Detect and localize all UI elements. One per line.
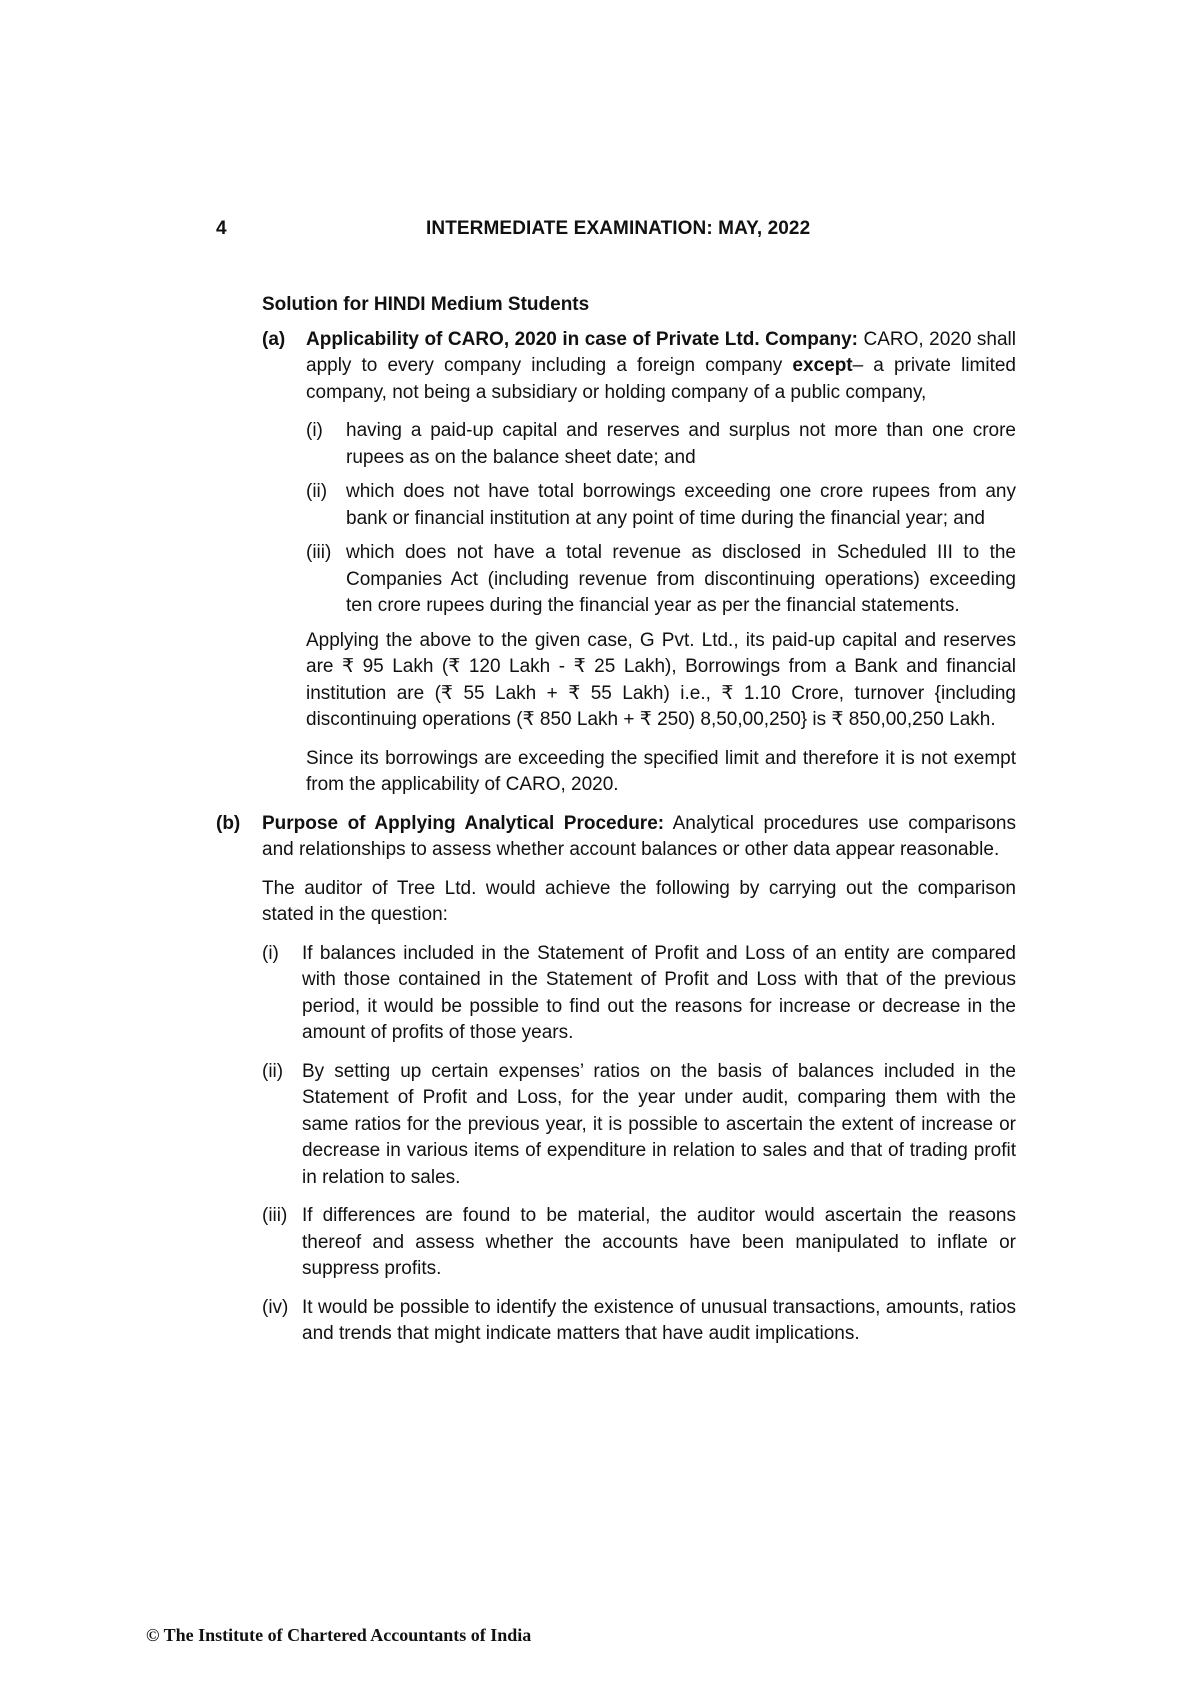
part-b bbox=[216, 811, 1016, 1348]
part-b-intro-text: Analytical procedures use comparisons and relationships to assess whether account balances or other data appear reasonable. bbox=[262, 812, 1016, 860]
part-a-intro-after: – a private limited company, not being a subsidiary or holding company of a public company, bbox=[306, 355, 1017, 403]
page-number: 4 bbox=[216, 218, 227, 239]
condition-text: which does not have total borrowings exceeding one crore rupees from any bank or financial institution at any point of time during the financial year; and bbox=[346, 481, 1016, 529]
part-b-label: (b) bbox=[216, 812, 241, 834]
part-a-body bbox=[306, 327, 1016, 799]
part-a-intro-bold: except bbox=[792, 355, 853, 376]
exam-title: INTERMEDIATE EXAMINATION: MAY, 2022 bbox=[426, 218, 811, 239]
point-text: If differences are found to be material, the auditor would ascertain the reasons thereof and assess whether the accounts have been manipulated to inflate or suppress profits. bbox=[302, 1205, 1016, 1279]
condition-text: which does not have a total revenue as disclosed in Scheduled III to the Companies Act (including revenue from discontinuing operations) exceeding ten crore rupees during the financial year as per the financial statements. bbox=[346, 542, 1016, 616]
condition-text: having a paid-up capital and reserves and surplus not more than one crore rupees as on the balance sheet date; and bbox=[346, 420, 1016, 468]
point-text: By setting up certain expenses’ ratios on the basis of balances included in the Statement of Profit and Loss, for the year under audit, comparing them with the same ratios for the previous year, it is possible to ascertain the extent of increase or decrease in various items of expenditure in relation to sales and that of trading profit in relation to sales. bbox=[302, 1060, 1016, 1188]
condition-item bbox=[306, 479, 1016, 532]
point-item bbox=[262, 1059, 1016, 1192]
part-b-lead: The auditor of Tree Ltd. would achieve the following by carrying out the comparison stated in the question: bbox=[262, 877, 1016, 925]
part-a bbox=[262, 327, 1016, 799]
part-a-conclusion: Since its borrowings are exceeding the specified limit and therefore it is not exempt from the applicability of CARO, 2020. bbox=[306, 747, 1016, 795]
condition-label: (i) bbox=[306, 420, 323, 441]
solution-content bbox=[216, 292, 1016, 1348]
point-item bbox=[262, 1295, 1016, 1348]
condition-item bbox=[306, 418, 1016, 471]
point-item bbox=[262, 1203, 1016, 1283]
point-label: (iii) bbox=[262, 1205, 288, 1226]
part-b-title: Purpose of Applying Analytical Procedure: bbox=[262, 812, 665, 834]
point-label: (iv) bbox=[262, 1296, 289, 1318]
point-label: (i) bbox=[262, 942, 279, 964]
condition-label: (ii) bbox=[306, 481, 328, 502]
point-text: It would be possible to identify the existence of unusual transactions, amounts, ratios and trends that might indicate matters that have audit implications. bbox=[302, 1296, 1016, 1344]
part-b-intro bbox=[262, 811, 1016, 864]
part-a-intro bbox=[306, 327, 1016, 407]
solution-heading: Solution for HINDI Medium Students bbox=[262, 294, 590, 315]
point-text: If balances included in the Statement of Profit and Loss of an entity are compared with those contained in the Statement of Profit and Loss with that of the previous period, it would be possible to find out the reasons for increase or decrease in the amount of profits of those years. bbox=[302, 942, 1016, 1043]
part-a-title: Applicability of CARO, 2020 in case of Private Ltd. Company: bbox=[306, 328, 858, 350]
part-a-application: Applying the above to the given case, G Pvt. Ltd., its paid-up capital and reserves are ₹ 95 Lakh (₹ 120 Lakh - ₹ 25 Lakh), Borrowings from a Bank and financial institution are (₹ 55 Lakh + ₹ 55 Lakh) i.e., ₹ 1.10 Crore, turnover {including discontinuing operations (₹ 850 Lakh + ₹ 250) 8,50,00,250} is ₹ 850,00,250 Lakh. bbox=[306, 629, 1016, 730]
condition-item bbox=[306, 540, 1016, 620]
point-item bbox=[262, 941, 1016, 1047]
copyright-footer: © The Institute of Chartered Accountants of India bbox=[146, 1625, 532, 1645]
part-a-label: (a) bbox=[262, 328, 286, 350]
part-a-intro-before: CARO, 2020 shall apply to every company including a foreign company bbox=[306, 328, 1016, 376]
point-label: (ii) bbox=[262, 1060, 284, 1082]
condition-label: (iii) bbox=[306, 542, 332, 563]
part-b-body bbox=[262, 811, 1016, 1348]
